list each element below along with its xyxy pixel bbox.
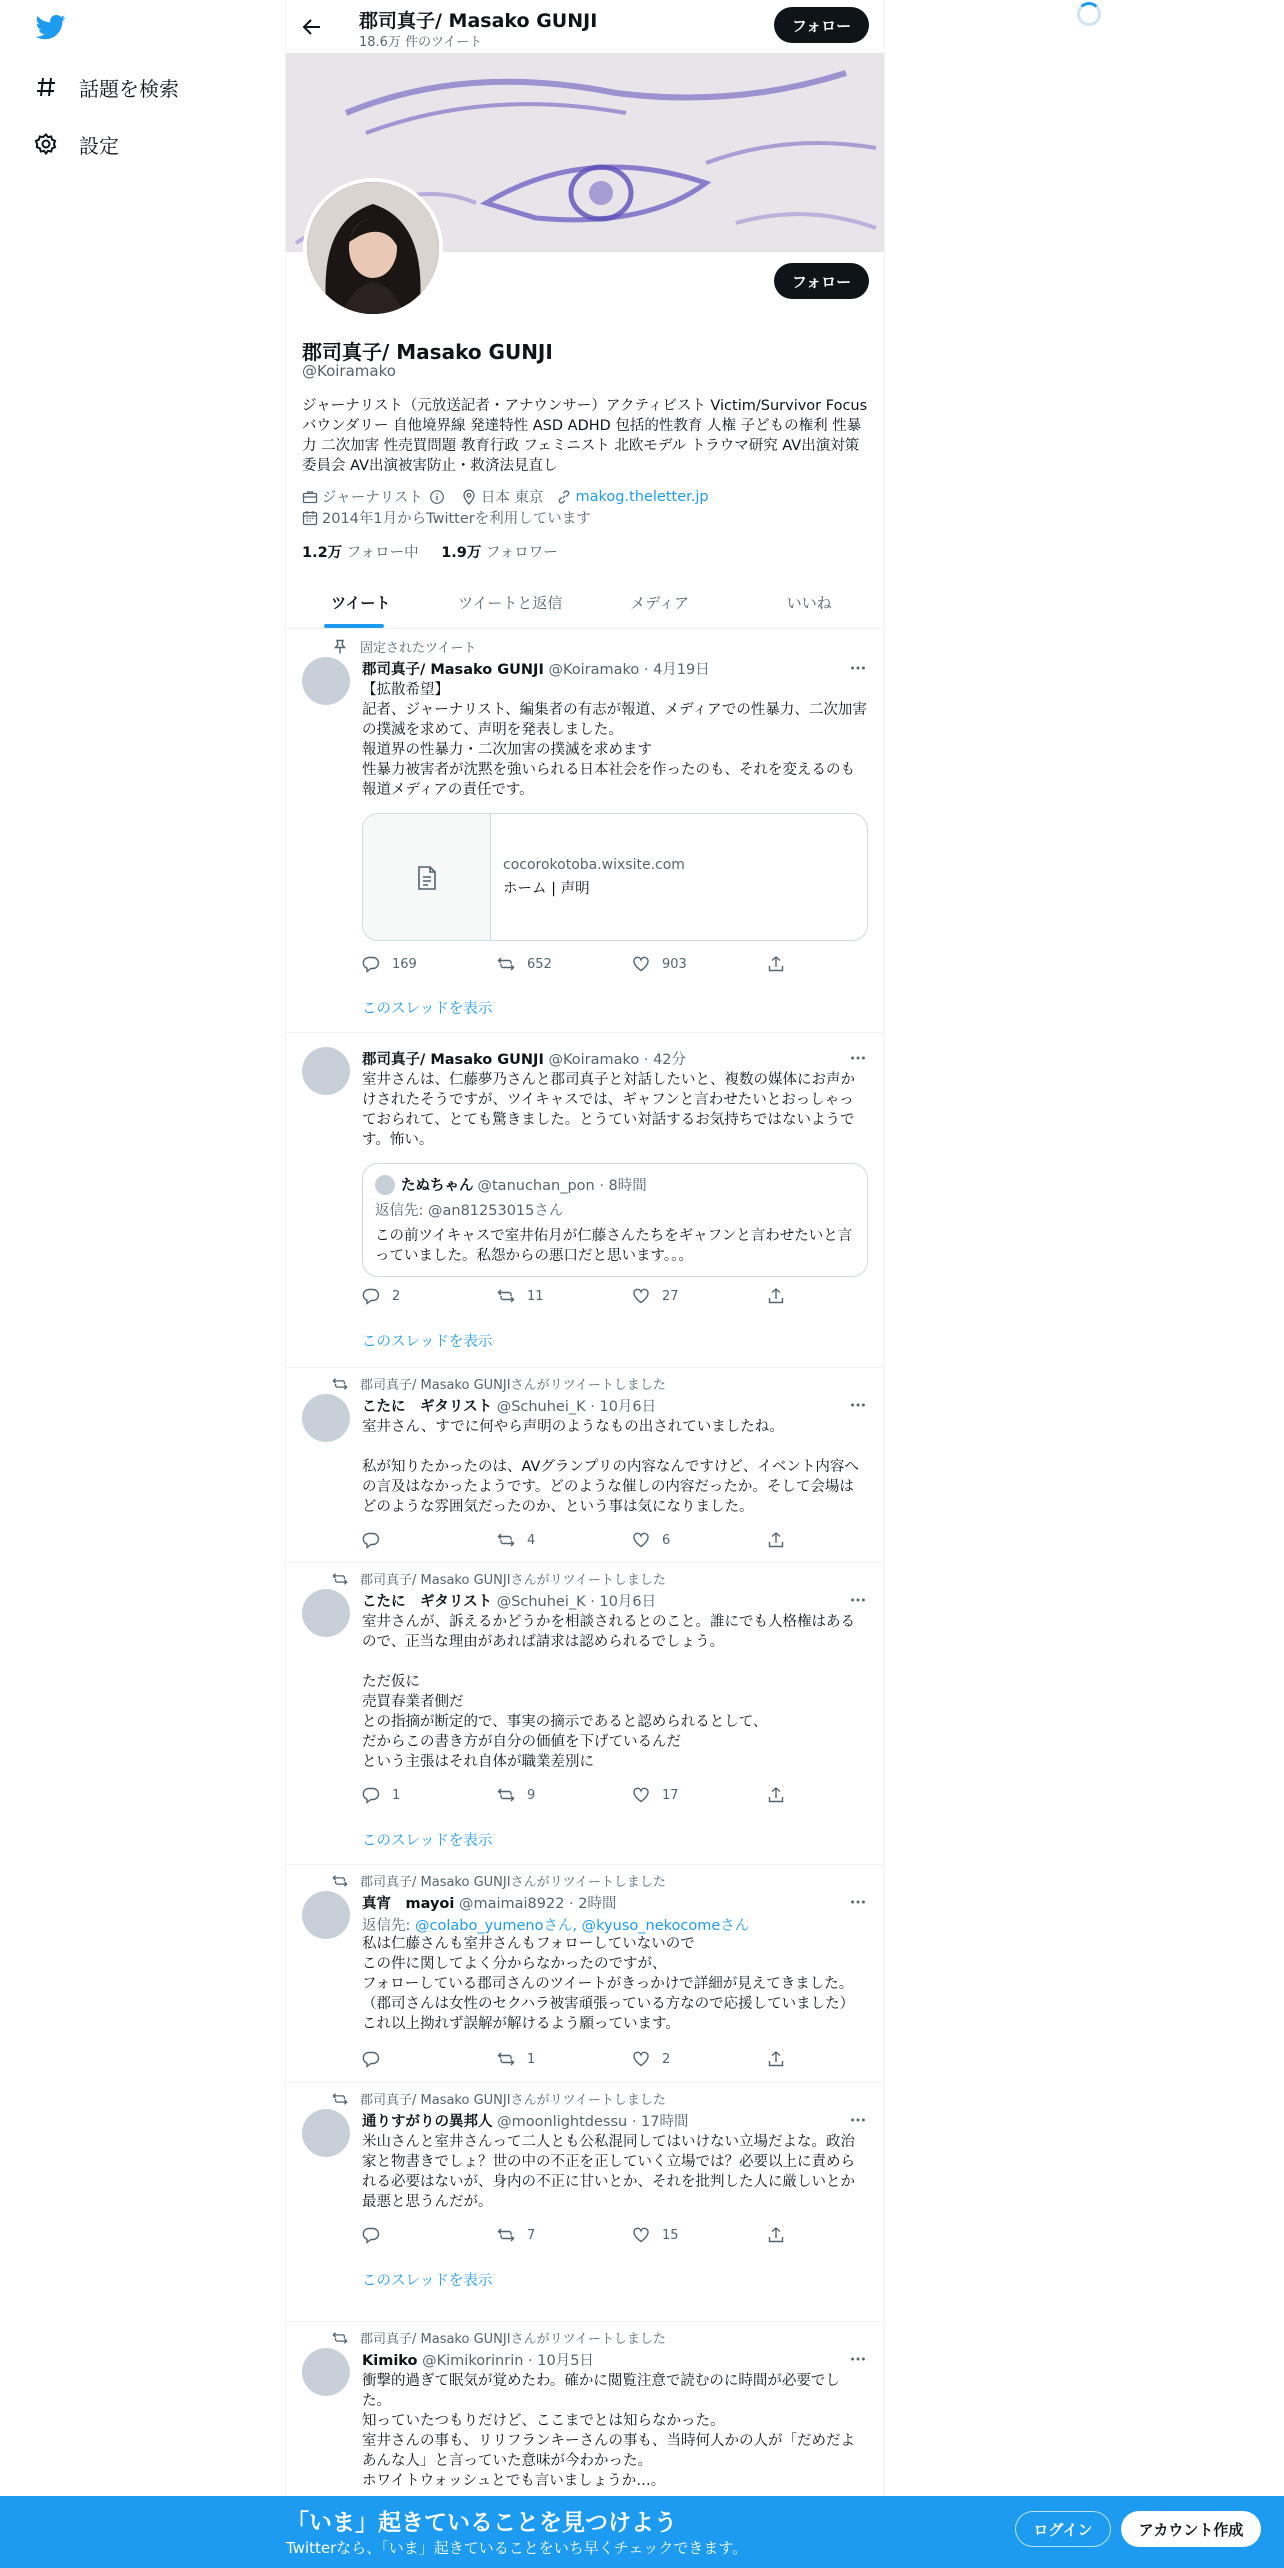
profile-tabs [286,576,884,629]
profile-handle: @Koiramako [302,362,396,380]
quoted-author-name: たぬちゃん [401,1178,474,1194]
tweet[interactable] [286,629,884,1033]
more-options-icon[interactable] [848,1395,868,1415]
profile-header-bar [286,0,884,53]
reply-icon [362,1287,380,1305]
tweet-header [362,658,710,679]
more-options-icon[interactable] [848,658,868,678]
retweet-context [332,2328,666,2347]
tweet-context-label: 郡司真子/ Masako GUNJIさんがリツイートしました [360,1573,666,1588]
tweet[interactable] [286,1865,884,2083]
quoted-meta: @tanuchan_pon · 8時間 [477,1178,647,1194]
tweet-author-name[interactable]: 郡司真子/ Masako GUNJI [362,662,544,678]
pinned-context [332,637,476,656]
tweet[interactable] [286,1563,884,1865]
retweet-context [332,1374,666,1393]
tweet-header [362,2110,689,2131]
tweet-author-name[interactable]: 真宵 mayoi [362,1896,455,1912]
show-thread-link[interactable]: このスレッドを表示 [362,2273,493,2289]
share-icon [767,1287,785,1305]
back-arrow-icon[interactable] [300,15,324,39]
more-options-icon[interactable] [848,2110,868,2130]
tweet-actions [362,1785,787,1805]
more-options-icon[interactable] [848,1590,868,1610]
heart-icon [632,1287,650,1305]
like-count: 2 [662,2051,671,2067]
profile-bio: ジャーナリスト（元放送記者・アナウンサー）アクティビスト Victim/Survivor Focus バウンダリー 自他境界線 発達特性 ASD ADHD 包括的性教育 人権 子どもの権利 性暴力 二次加害 性売買問題 教育行政 フェミニスト 北欧モデル トラウマ研究 AV出演対策委員会 AV出演被害防止・救済法見直し [302,398,868,474]
more-options-icon[interactable] [848,1048,868,1068]
reply-button[interactable] [362,1785,462,1805]
retweet-button[interactable] [497,1286,597,1306]
tweet-header [362,1395,656,1416]
retweet-icon [332,1376,348,1392]
tweet-meta[interactable]: @Koiramako · 42分 [548,1052,687,1068]
avatar[interactable] [302,1394,350,1442]
location-pin-icon [461,489,477,505]
tweet-author-name[interactable]: 郡司真子/ Masako GUNJI [362,1052,544,1068]
tab-media[interactable]: メディア [630,593,690,612]
tweet-text: 室井さんが、訴えるかどうかを相談されるとのこと。誰にでも人格権はあるので、正当な理由があれば請求は認められるでしょう。 ただ仮に 売買春業者側だ との指摘が断定的で、事実の摘示であると認められるとして、 だからこの書き方が自分の価値を下げているんだ という主張はそれ自体が職業差別に [362,1614,855,1770]
tweet[interactable] [286,1033,884,1368]
tab-likes[interactable]: いいね [786,593,832,612]
retweet-count: 1 [527,2051,536,2067]
reply-icon [362,955,380,973]
show-thread-link[interactable]: このスレッドを表示 [362,1833,493,1849]
followers-link[interactable] [441,545,558,561]
tweet[interactable] [286,1368,884,1563]
retweet-icon [332,2330,348,2346]
tweet-author-name[interactable]: Kimiko [362,2353,418,2369]
share-button[interactable] [767,2225,787,2245]
tweet-meta[interactable]: @moonlightdessu · 17時間 [497,2114,689,2130]
retweet-count: 652 [527,956,552,972]
share-icon [767,1531,785,1549]
tweet-header [362,2349,594,2370]
like-button[interactable] [632,2049,732,2069]
reply-count: 2 [392,1288,401,1304]
retweet-button[interactable] [497,954,597,974]
retweet-icon [332,1873,348,1889]
quoted-text: この前ツイキャスで室井佑月が仁藤さんたちをギャフンと言わせたいと言っていました。私怨からの悪口だと思います。。。 [375,1228,853,1264]
tweet-meta[interactable]: @Koiramako · 4月19日 [548,662,710,678]
login-button[interactable]: ログイン [1015,2511,1111,2547]
share-button[interactable] [767,1530,787,1550]
reply-icon [362,1531,380,1549]
loading-spinner [1077,2,1101,26]
avatar[interactable] [302,1891,350,1939]
tweet-meta[interactable]: @Kimikorinrin · 10月5日 [422,2353,594,2369]
tweet-context-label: 郡司真子/ Masako GUNJIさんがリツイートしました [360,1875,666,1890]
tweet-text: 室井さんは、仁藤夢乃さんと郡司真子と対話したいと、複数の媒体にお声かけされたそうですが、ツイキャスでは、ギャフンと言わせたいとおっしゃっておられて、とても驚きました。とうてい対話するお気持ちではないようです。怖い。 [362,1072,855,1148]
nav-settings-label: 設定 [79,133,119,158]
like-button[interactable] [632,2225,732,2245]
tweet-author-name[interactable]: こたに ギタリスト [362,1399,493,1415]
followers-label: フォロワー [485,545,558,561]
tweet-header [362,1590,656,1611]
heart-icon [632,2050,650,2068]
tweet-meta[interactable]: @Schuhei_K · 10月6日 [496,1594,657,1610]
card-title: ホーム | 声明 [503,880,590,897]
bottom-bar-title: 「いま」起きていることを見つけよう [286,2510,677,2536]
tab-tweets[interactable]: ツイート [286,576,436,628]
card-domain: cocorokotoba.wixsite.com [503,856,685,873]
quoted-tweet[interactable] [362,1163,868,1277]
reply-to-line [362,1914,749,1935]
tweet-header [362,1048,686,1069]
tweet-text: 【拡散希望】 記者、ジャーナリスト、編集者の有志が報道、メディアでの性暴力、二次加害の撲滅を求めて、声明を発表しました。 報道界の性暴力・二次加害の撲滅を求めます 性暴力被害者が沈黙を強いられる日本社会を作ったのも、それを変えるのも報道メディアの責任です。 [362,682,867,798]
tweet-text: 私は仁藤さんも室井さんもフォローしていないので この件に関してよく分からなかったのですが、 フォローしている郡司さんのツイートがきっかけで詳細が見えてきました。（郡司さんは女性のセクハラ被害頑張っている方なので応援していました）これ以上拗れず誤解が解けるよう願っています。 [362,1936,855,2032]
avatar[interactable] [302,2109,350,2157]
tweet-author-name[interactable]: 通りすがりの異邦人 [362,2114,493,2130]
reply-button[interactable] [362,2225,462,2245]
retweet-count: 11 [527,1288,544,1304]
followers-count: 1.9万 [441,545,482,561]
profile-category: ジャーナリスト [322,490,423,506]
share-button[interactable] [767,1286,787,1306]
tweet-actions [362,1286,787,1306]
retweet-icon [497,2226,515,2244]
share-button[interactable] [767,1785,787,1805]
tweet[interactable] [286,2083,884,2322]
link-card[interactable] [362,813,868,941]
header-tweet-count: 18.6万 件のツイート [359,35,483,50]
heart-icon [632,1531,650,1549]
tweet-actions [362,954,787,974]
retweet-context [332,1871,666,1890]
pin-icon [332,639,348,655]
tweet-text: 衝撃的過ぎて眠気が覚めたわ。確かに閲覧注意で読むのに時間が必要でした。 知っていたつもりだけど、ここまでとは知らなかった。 室井さんの事も、リリフランキーさんの事も、当時何人かの人が「だめだよあんな人」と言っていた意味が今わかった。 ホワイトウォッシュとでも言いましょうか…。 [362,2373,855,2489]
heart-icon [632,2226,650,2244]
like-count: 6 [662,1532,671,1548]
profile-follow-stats [302,541,558,562]
hashtag-icon [33,74,59,100]
retweet-icon [497,2050,515,2068]
link-icon [556,489,572,505]
quoted-reply-to: 返信先: @an81253015さん [375,1203,564,1219]
following-link[interactable] [302,545,419,561]
briefcase-icon [302,489,318,505]
retweet-icon [332,2091,348,2107]
profile-location: 日本 東京 [480,490,544,506]
reply-button[interactable] [362,1530,462,1550]
info-icon[interactable] [429,489,445,505]
twitter-bird-icon[interactable] [34,12,68,42]
like-count: 15 [662,2227,679,2243]
document-icon [363,814,491,941]
retweet-button[interactable] [497,1785,597,1805]
tweet-actions [362,2225,787,2245]
tweet-context-label: 固定されたツイート [360,641,477,656]
header-name: 郡司真子/ Masako GUNJI [359,10,598,32]
tweet-actions [362,2049,787,2069]
like-count: 17 [662,1787,679,1803]
signup-bottom-bar [0,2496,1284,2568]
like-count: 27 [662,1288,679,1304]
reply-button[interactable] [362,2049,462,2069]
profile-avatar[interactable] [303,178,443,318]
profile-meta-row [302,486,709,507]
reply-icon [362,2050,380,2068]
header-follow-button[interactable]: フォロー [774,7,869,43]
tweet-meta[interactable]: @maimai8922 · 2時間 [458,1896,617,1912]
like-count: 903 [662,956,687,972]
quoted-tweet-header [375,1174,855,1195]
share-icon [767,2050,785,2068]
bottom-bar-subtitle: Twitterなら、「いま」起きていることをいち早くチェックできます。 [286,2539,748,2557]
profile-website-link[interactable]: makog.theletter.jp [575,488,709,505]
avatar[interactable] [302,1047,350,1095]
avatar[interactable] [302,657,350,705]
profile-joined: 2014年1月からTwitterを利用しています [322,511,591,527]
reply-button[interactable] [362,954,462,974]
reply-button[interactable] [362,1286,462,1306]
like-button[interactable] [632,1286,732,1306]
share-button[interactable] [767,954,787,974]
profile-column [285,0,885,2568]
retweet-icon [497,1531,515,1549]
retweet-icon [497,955,515,973]
tweet-author-name[interactable]: こたに ギタリスト [362,1594,493,1610]
reply-to-prefix: 返信先: [362,1918,415,1934]
tweet-text: 室井さん、すでに何やら声明のようなもの出されていましたね。 私が知りたかったのは、AVグランプリの内容なんですけど、イベント内容への言及はなかったようです。どのような催しの内容だったか。そして会場はどのような雰囲気だったのか、という事は気になりました。 [362,1419,859,1515]
retweet-button[interactable] [497,1530,597,1550]
avatar[interactable] [302,1589,350,1637]
reply-icon [362,2226,380,2244]
profile-follow-button[interactable]: フォロー [774,263,869,299]
tab-tweets-replies[interactable]: ツイートと返信 [458,593,563,612]
like-button[interactable] [632,954,732,974]
profile-joined-row [302,507,591,528]
profile-name: 郡司真子/ Masako GUNJI [302,340,553,364]
show-thread-link[interactable]: このスレッドを表示 [362,1334,493,1350]
more-options-icon[interactable] [848,1892,868,1912]
following-count: 1.2万 [302,545,343,561]
like-button[interactable] [632,1530,732,1550]
nav-explore-label: 話題を検索 [79,76,179,101]
calendar-icon [302,510,318,526]
share-icon [767,955,785,973]
heart-icon [632,955,650,973]
nav-explore[interactable] [33,63,179,111]
reply-count: 1 [392,1787,401,1803]
retweet-button[interactable] [497,2225,597,2245]
gear-icon [33,131,59,157]
tweet-context-label: 郡司真子/ Masako GUNJIさんがリツイートしました [360,1378,666,1393]
reply-icon [362,1786,380,1804]
nav-settings[interactable] [33,120,119,168]
retweet-icon [332,1571,348,1587]
heart-icon [632,1786,650,1804]
tweet-text: 米山さんと室井さんって二人とも公私混同してはいけない立場だよな。政治家と物書きでしょ？世の中の不正を正していく立場では？必要以上に責められる必要はないが、身内の不正に甘いとか、それを批判した人に厳しいとか最悪と思うんだが。 [362,2134,855,2210]
tweet-meta[interactable]: @Schuhei_K · 10月6日 [496,1399,657,1415]
retweet-button[interactable] [497,2049,597,2069]
tweet-context-label: 郡司真子/ Masako GUNJIさんがリツイートしました [360,2093,666,2108]
retweet-context [332,2089,666,2108]
tweet-header [362,1892,617,1913]
show-thread-link[interactable]: このスレッドを表示 [362,1001,493,1017]
like-button[interactable] [632,1785,732,1805]
retweet-context [332,1569,666,1588]
quoted-avatar [375,1175,395,1195]
tweet-context-label: 郡司真子/ Masako GUNJIさんがリツイートしました [360,2332,666,2347]
signup-button[interactable]: アカウント作成 [1121,2511,1261,2547]
avatar[interactable] [302,2348,350,2396]
tweet-actions [362,1530,787,1550]
retweet-icon [497,1287,515,1305]
reply-to-links[interactable]: @colabo_yumenoさん, @kyuso_nekocomeさん [415,1918,750,1934]
retweet-count: 9 [527,1787,536,1803]
share-button[interactable] [767,2049,787,2069]
share-icon [767,1786,785,1804]
more-options-icon[interactable] [848,2349,868,2369]
retweet-count: 7 [527,2227,536,2243]
following-label: フォロー中 [346,545,419,561]
reply-count: 169 [392,956,417,972]
share-icon [767,2226,785,2244]
retweet-count: 4 [527,1532,536,1548]
retweet-icon [497,1786,515,1804]
